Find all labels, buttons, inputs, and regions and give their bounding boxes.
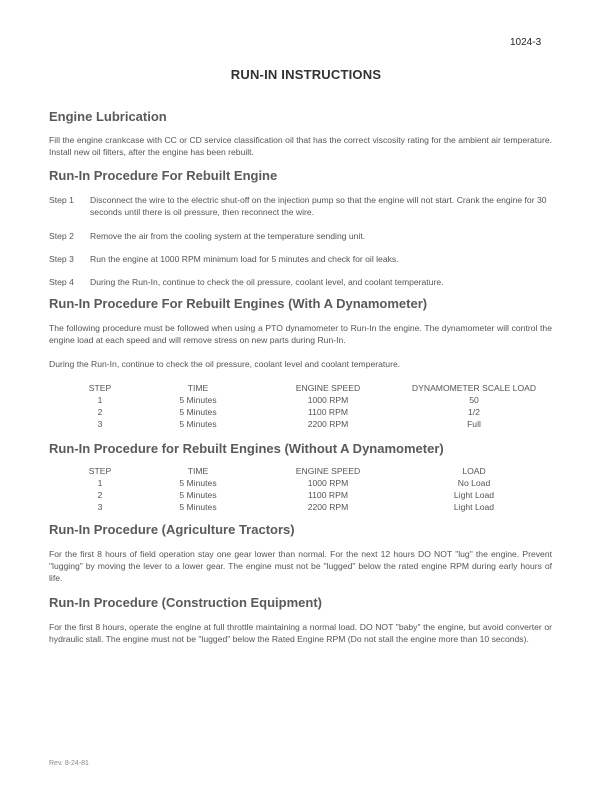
dyno-text-1: The following procedure must be followed when using a PTO dynamometer to Run-In the engine. The dynamometer will control the engine load at each speed and will remove stress on new parts during Run-In. [49,323,552,345]
table-cell: Light Load [453,490,495,500]
table-header: TIME [187,383,209,393]
construction-text: For the first 8 hours, operate the engine at full throttle maintaining a normal load. DO NOT "baby" the engine, but avoid converter or hydraulic stall. The engine must not be "lugged" below the Rated Engine RPM (Do not stall the engine more than 10 seconds). [49,622,552,644]
table-cell: 1100 RPM [308,490,348,500]
table-cell: 2 [97,490,103,500]
page-title: RUN-IN INSTRUCTIONS [230,67,382,82]
agri-text: For the first 8 hours of field operation stay one gear lower than normal. For the next 12 hours DO NOT "lug" the engine. Prevent "lugging" by moving the lever to a lower gear. The engine must not be "lugged" below the rated engine RPM during early hours of life. [49,549,552,583]
step-text: Run the engine at 1000 RPM minimum load for 5 minutes and check for oil leaks. [90,254,399,264]
nodyno-heading: Run-In Procedure for Rebuilt Engines (Without A Dynamometer) [49,441,444,456]
page-number: 1024-3 [510,37,542,48]
table-cell: 1 [97,395,103,405]
step-label: Step 1 [49,195,74,205]
table-cell: 5 Minutes [179,419,217,429]
table-cell: 3 [97,502,103,512]
lubrication-heading: Engine Lubrication [49,109,167,124]
footer-revision: Rev. 8-24-81 [49,760,89,767]
table-header: ENGINE SPEED [295,383,361,393]
table-header: STEP [88,383,112,393]
table-cell: 1100 RPM [308,407,348,417]
table-cell: 2200 RPM [307,502,349,512]
rebuilt-heading: Run-In Procedure For Rebuilt Engine [49,168,278,183]
dyno-table [0,382,612,430]
table-cell: 3 [97,419,103,429]
table-header: STEP [88,466,112,476]
step-label: Step 3 [49,254,74,264]
lubrication-text: Fill the engine crankcase with CC or CD service classification oil that has the correct viscosity rating for the ambient air temperature. Install new oil filters, after the engine has been rebuilt. [49,135,552,157]
table-cell: 50 [469,395,479,405]
dyno-text-2: During the Run-In, continue to check the oil pressure, coolant level and coolant temperature. [49,359,401,369]
table-cell: 1000 RPM [307,395,349,405]
table-cell: No Load [457,478,491,488]
table-cell: 5 Minutes [179,395,217,405]
step-label: Step 4 [49,277,74,287]
table-cell: Full [467,419,481,429]
agri-heading: Run-In Procedure (Agriculture Tractors) [49,522,295,537]
table-cell: 5 Minutes [179,407,217,417]
nodyno-table [0,465,612,513]
step-label: Step 2 [49,231,74,241]
step-text: During the Run-In, continue to check the oil pressure, coolant level, and coolant temperature. [90,277,444,287]
table-cell: 5 Minutes [179,490,217,500]
step-text: Remove the air from the cooling system at the temperature sending unit. [90,231,366,241]
table-header: DYNAMOMETER SCALE LOAD [411,383,537,393]
table-header: TIME [187,466,209,476]
table-cell: 1/2 [468,407,480,417]
step-text: Disconnect the wire to the electric shut-off on the injection pump so that the engine will not start. Crank the engine for 30 seconds until there is oil pressure, then reconnect the wire. [90,195,547,217]
table-header: ENGINE SPEED [295,466,361,476]
dyno-heading: Run-In Procedure For Rebuilt Engines (With A Dynamometer) [49,296,428,311]
table-cell: 5 Minutes [179,502,217,512]
table-cell: 2200 RPM [307,419,349,429]
table-cell: 2 [97,407,103,417]
table-cell: 5 Minutes [179,478,217,488]
table-cell: 1000 RPM [307,478,349,488]
construction-heading: Run-In Procedure (Construction Equipment) [49,595,322,610]
table-cell: 1 [97,478,103,488]
table-cell: Light Load [453,502,495,512]
table-header: LOAD [462,466,486,476]
